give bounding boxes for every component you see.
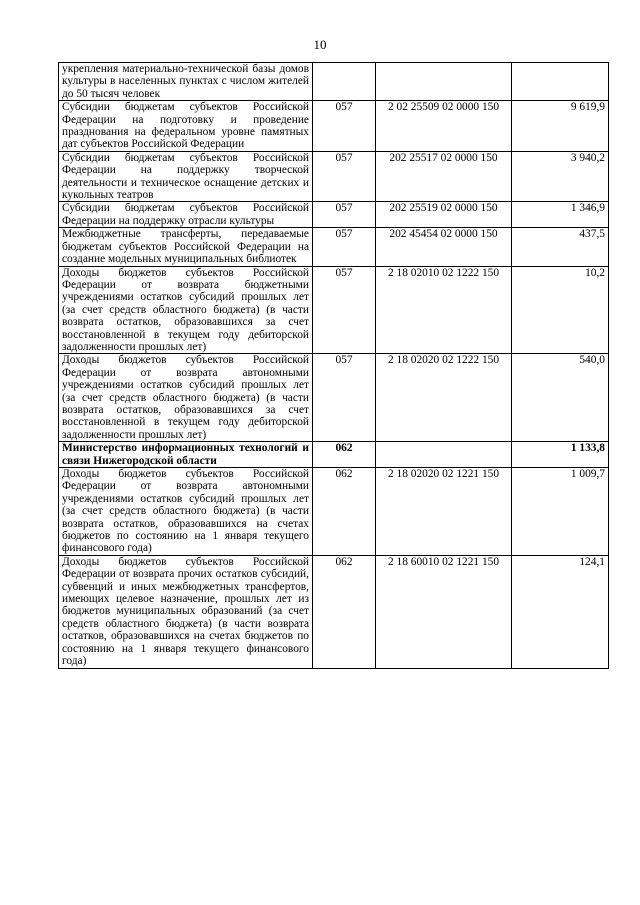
row-name-cell: Субсидии бюджетам субъектов Российской Федерации на поддержку творческой деятельности и техническое оснащение детских и кукольных театров	[59, 151, 313, 202]
row-budget-code-cell	[376, 63, 512, 101]
row-name-cell: Субсидии бюджетам субъектов Российской Федерации на подготовку и проведение празднования на федеральном уровне памятных дат субъектов Российской Федерации	[59, 101, 313, 152]
row-admin-code-cell: 057	[313, 266, 376, 354]
table-row	[59, 202, 609, 228]
row-amount-cell: 540,0	[512, 354, 609, 442]
row-name-cell: Министерство информационных технологий и связи Нижегородской области	[59, 442, 313, 468]
table-row	[59, 101, 609, 152]
row-name-cell: Доходы бюджетов субъектов Российской Федерации от возврата бюджетными учреждениями остатков субсидий прошлых лет (за счет средств областного бюджета) (в части возврата остатков, образовавшихся за счет восстановленной в текущем году дебиторской задолженности прошлых лет)	[59, 266, 313, 354]
row-name-cell: укрепления материально-технической базы домов культуры в населенных пунктах с числом жителей до 50 тысяч человек	[59, 63, 313, 101]
table-row	[59, 468, 609, 556]
row-admin-code-cell: 057	[313, 151, 376, 202]
row-budget-code-cell: 202 45454 02 0000 150	[376, 228, 512, 266]
row-budget-code-cell: 202 25519 02 0000 150	[376, 202, 512, 228]
row-budget-code-cell: 202 25517 02 0000 150	[376, 151, 512, 202]
row-budget-code-cell: 2 18 60010 02 1221 150	[376, 555, 512, 668]
row-amount-cell: 437,5	[512, 228, 609, 266]
row-admin-code-cell: 057	[313, 101, 376, 152]
row-budget-code-cell	[376, 442, 512, 468]
row-name-cell: Субсидии бюджетам субъектов Российской Федерации на поддержку отрасли культуры	[59, 202, 313, 228]
row-budget-code-cell: 2 18 02010 02 1222 150	[376, 266, 512, 354]
table-row	[59, 151, 609, 202]
table-row	[59, 228, 609, 266]
row-name-cell: Доходы бюджетов субъектов Российской Федерации от возврата автономными учреждениями остатков субсидий прошлых лет (за счет средств областного бюджета) (в части возврата остатков, образовавшихся за счет восстановленной в текущем году дебиторской задолженности прошлых лет)	[59, 354, 313, 442]
row-budget-code-cell: 2 18 02020 02 1221 150	[376, 468, 512, 556]
table-row	[59, 442, 609, 468]
row-name-cell: Межбюджетные трансферты, передаваемые бюджетам субъектов Российской Федерации на создание модельных муниципальных библиотек	[59, 228, 313, 266]
row-admin-code-cell: 057	[313, 228, 376, 266]
row-budget-code-cell: 2 02 25509 02 0000 150	[376, 101, 512, 152]
table-row	[59, 266, 609, 354]
revenue-table	[58, 62, 609, 669]
table-body	[59, 63, 609, 669]
row-amount-cell: 1 133,8	[512, 442, 609, 468]
row-admin-code-cell: 062	[313, 468, 376, 556]
row-name-cell: Доходы бюджетов субъектов Российской Федерации от возврата прочих остатков субсидий, субвенций и иных межбюджетных трансфертов, имеющих целевое назначение, прошлых лет из бюджетов муниципальных образований (за счет средств областного бюджета) (в части возврата остатков, образовавшихся на счетах бюджетов по состоянию на 1 января текущего финансового года)	[59, 555, 313, 668]
table-row	[59, 63, 609, 101]
row-admin-code-cell: 057	[313, 354, 376, 442]
row-admin-code-cell: 057	[313, 202, 376, 228]
row-amount-cell	[512, 63, 609, 101]
page-number: 10	[313, 37, 327, 52]
row-amount-cell: 10,2	[512, 266, 609, 354]
row-budget-code-cell: 2 18 02020 02 1222 150	[376, 354, 512, 442]
row-name-cell: Доходы бюджетов субъектов Российской Федерации от возврата автономными учреждениями остатков субсидий прошлых лет (за счет средств областного бюджета) (в части возврата остатков, образовавшихся на счетах бюджетов по состоянию на 1 января текущего финансового года)	[59, 468, 313, 556]
row-amount-cell: 9 619,9	[512, 101, 609, 152]
row-admin-code-cell	[313, 63, 376, 101]
row-amount-cell: 124,1	[512, 555, 609, 668]
row-admin-code-cell: 062	[313, 555, 376, 668]
row-admin-code-cell: 062	[313, 442, 376, 468]
row-amount-cell: 3 940,2	[512, 151, 609, 202]
row-amount-cell: 1 009,7	[512, 468, 609, 556]
row-amount-cell: 1 346,9	[512, 202, 609, 228]
table-row	[59, 555, 609, 668]
table-row	[59, 354, 609, 442]
